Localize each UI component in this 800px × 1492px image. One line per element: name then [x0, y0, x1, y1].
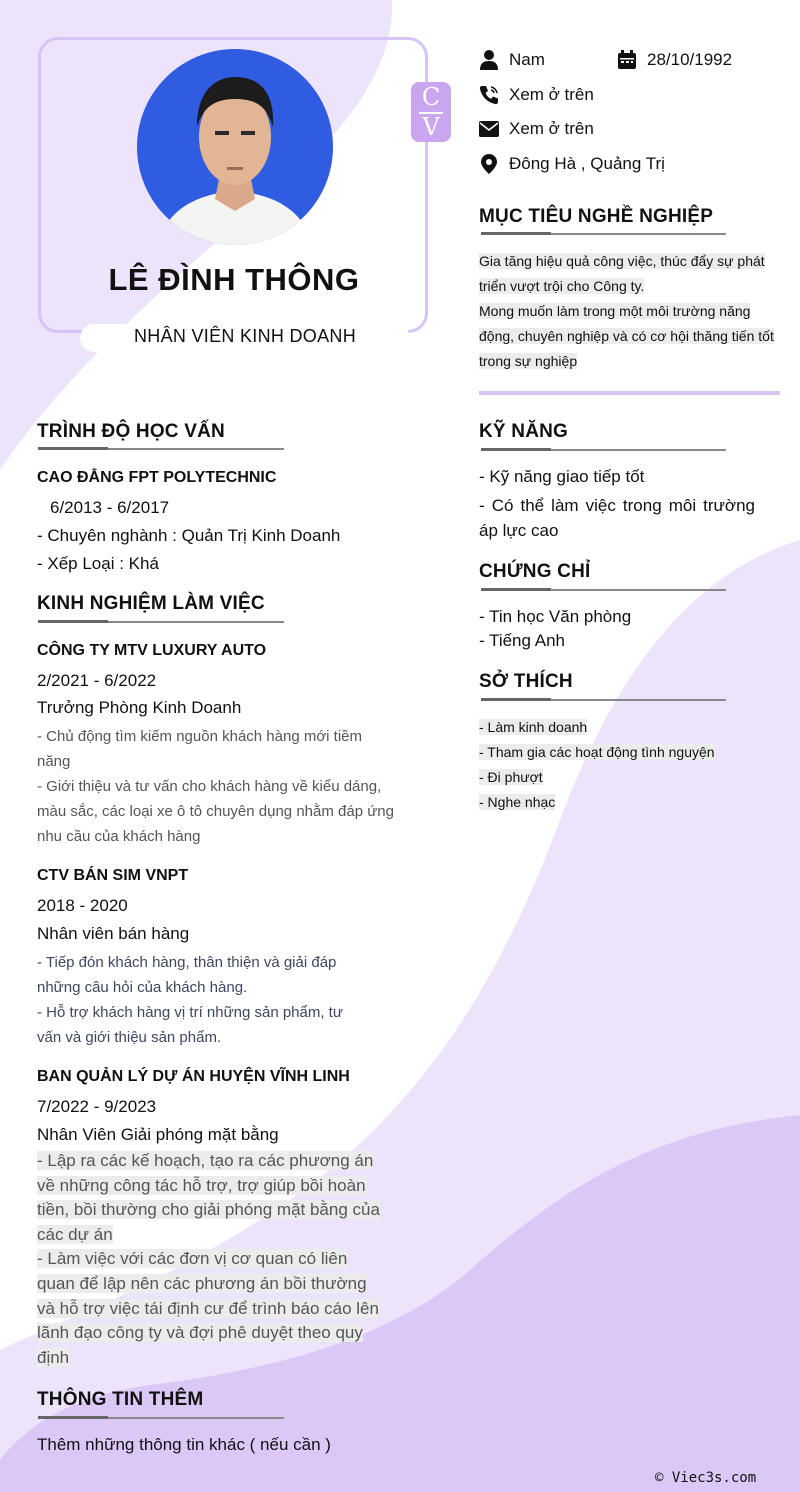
objective-line: động, chuyên nghiệp và có cơ hội thăng tiến tốt — [479, 328, 774, 344]
education-school: CAO ĐẲNG FPT POLYTECHNIC — [37, 469, 277, 486]
experience-title: KINH NGHIỆM LÀM VIỆC — [37, 593, 265, 614]
job-company: BAN QUẢN LÝ DỰ ÁN HUYỆN VĨNH LINH — [37, 1068, 350, 1085]
hobby-item: - Nghe nhạc — [479, 794, 556, 810]
job-description-line: - Tiếp đón khách hàng, thân thiện và giải đáp — [37, 954, 337, 971]
hobbies-list — [479, 715, 715, 815]
objective-line: Mong muốn làm trong một môi trường năng — [479, 303, 751, 319]
job-description-line: các dự án — [37, 1224, 113, 1244]
job-description-line: vấn và giới thiệu sản phẩm. — [37, 1029, 222, 1046]
hobbies-title: SỞ THÍCH — [479, 671, 573, 692]
job-description-line: - Hỗ trợ khách hàng vị trí những sản phẩm, tư — [37, 1004, 343, 1021]
section-divider — [479, 391, 780, 395]
objective-text — [479, 249, 784, 374]
skills-underline — [481, 448, 726, 451]
email-value: Xem ở trên — [509, 119, 594, 138]
email-icon — [478, 118, 500, 140]
objective-underline — [481, 232, 726, 235]
certificate-item: - Tiếng Anh — [479, 631, 566, 650]
extra-underline — [38, 1416, 284, 1419]
job-period: 2018 - 2020 — [37, 896, 128, 915]
job-description-line: - Lập ra các kế hoạch, tạo ra các phương án — [37, 1151, 374, 1170]
cv-badge-v: V — [422, 113, 440, 141]
address-value: Đông Hà , Quảng Trị — [509, 154, 665, 173]
job-title: NHÂN VIÊN KINH DOANH — [133, 326, 357, 346]
hobby-item: - Tham gia các hoạt động tình nguyện — [479, 744, 715, 760]
birthdate-value: 28/10/1992 — [647, 50, 733, 69]
job-description-line: nhu cầu của khách hàng — [37, 828, 201, 845]
education-grade: - Xếp Loại : Khá — [37, 554, 159, 573]
skill-item: - Có thể làm việc trong môi trường — [479, 496, 755, 515]
cv-badge-c: C — [421, 83, 441, 111]
job-description-line: màu sắc, các loại xe ô tô chuyên dụng nhằm đáp ứng — [37, 803, 394, 820]
extra-title: THÔNG TIN THÊM — [37, 1389, 204, 1410]
job-role: Nhân viên bán hàng — [37, 924, 190, 943]
job-role: Trưởng Phòng Kinh Doanh — [37, 698, 242, 717]
contact-phone — [478, 84, 594, 106]
job-description-line: quan để lập nên các phương án bồi thường — [37, 1273, 367, 1293]
user-icon — [478, 49, 500, 71]
objective-line: triển vượt trội cho Công ty. — [479, 278, 645, 294]
job-description — [37, 950, 407, 1050]
skills-title: KỸ NĂNG — [479, 421, 569, 442]
location-icon — [478, 153, 500, 175]
job-description-line: năng — [37, 753, 71, 770]
job-period: 7/2022 - 9/2023 — [37, 1097, 157, 1116]
education-underline — [38, 447, 284, 450]
contact-email — [478, 118, 594, 140]
job-description-line: tiền, bồi thường cho giải phóng mặt bằng của — [37, 1200, 380, 1220]
contact-address — [478, 153, 665, 175]
candidate-name: LÊ ĐÌNH THÔNG — [108, 262, 360, 297]
hobbies-underline — [481, 698, 726, 701]
job-role: Nhân Viên Giải phóng mặt bằng — [37, 1125, 279, 1144]
objective-line: trong sự nghiệp — [479, 353, 578, 369]
hobby-item: - Đi phượt — [479, 769, 543, 785]
job-description-line: những câu hỏi của khách hàng. — [37, 979, 248, 996]
job-company: CÔNG TY MTV LUXURY AUTO — [37, 642, 267, 659]
job-description-line: và hỗ trợ việc tái định cư để trình báo cáo lên — [37, 1298, 379, 1318]
experience-underline — [38, 620, 284, 623]
job-description — [37, 1149, 402, 1370]
job-description-line: - Chủ động tìm kiếm nguồn khách hàng mới tiềm — [37, 728, 362, 745]
skill-item: áp lực cao — [479, 521, 559, 540]
phone-icon — [478, 84, 500, 106]
education-major: - Chuyên nghành : Quản Trị Kinh Doanh — [37, 526, 341, 545]
cv-badge — [411, 82, 451, 142]
objective-title: MỤC TIÊU NGHỀ NGHIỆP — [479, 206, 714, 227]
certificates-underline — [481, 588, 726, 591]
certificate-item: - Tin học Văn phòng — [479, 607, 632, 626]
footer-copyright: © Viec3s.com — [655, 1470, 757, 1486]
hobby-item: - Làm kinh doanh — [479, 719, 588, 735]
job-description-line: lãnh đạo công ty và đợi phê duyệt theo quy — [37, 1323, 363, 1343]
job-period: 2/2021 - 6/2022 — [37, 671, 157, 690]
gender-value: Nam — [509, 50, 545, 69]
calendar-icon — [616, 49, 638, 71]
skill-item: - Kỹ năng giao tiếp tốt — [479, 467, 645, 486]
avatar — [137, 49, 333, 245]
contact-birthdate — [616, 49, 732, 71]
education-period: 6/2013 - 6/2017 — [50, 498, 170, 517]
phone-value: Xem ở trên — [509, 85, 594, 104]
job-description-line: định — [37, 1347, 70, 1367]
extra-text: Thêm những thông tin khác ( nếu cần ) — [37, 1435, 331, 1454]
job-description — [37, 724, 407, 849]
contact-gender — [478, 49, 545, 71]
education-title: TRÌNH ĐỘ HỌC VẤN — [37, 421, 225, 442]
objective-line: Gia tăng hiệu quả công việc, thúc đẩy sự phát — [479, 253, 765, 269]
job-description-line: - Giới thiệu và tư vấn cho khách hàng về kiểu dáng, — [37, 778, 382, 795]
job-description-line: - Làm việc với các đơn vị cơ quan có liên — [37, 1249, 348, 1269]
job-description-line: về những công tác hỗ trợ, trợ giúp bồi hoàn — [37, 1175, 366, 1195]
certificates-title: CHỨNG CHỈ — [479, 561, 591, 582]
job-company: CTV BÁN SIM VNPT — [37, 867, 189, 884]
